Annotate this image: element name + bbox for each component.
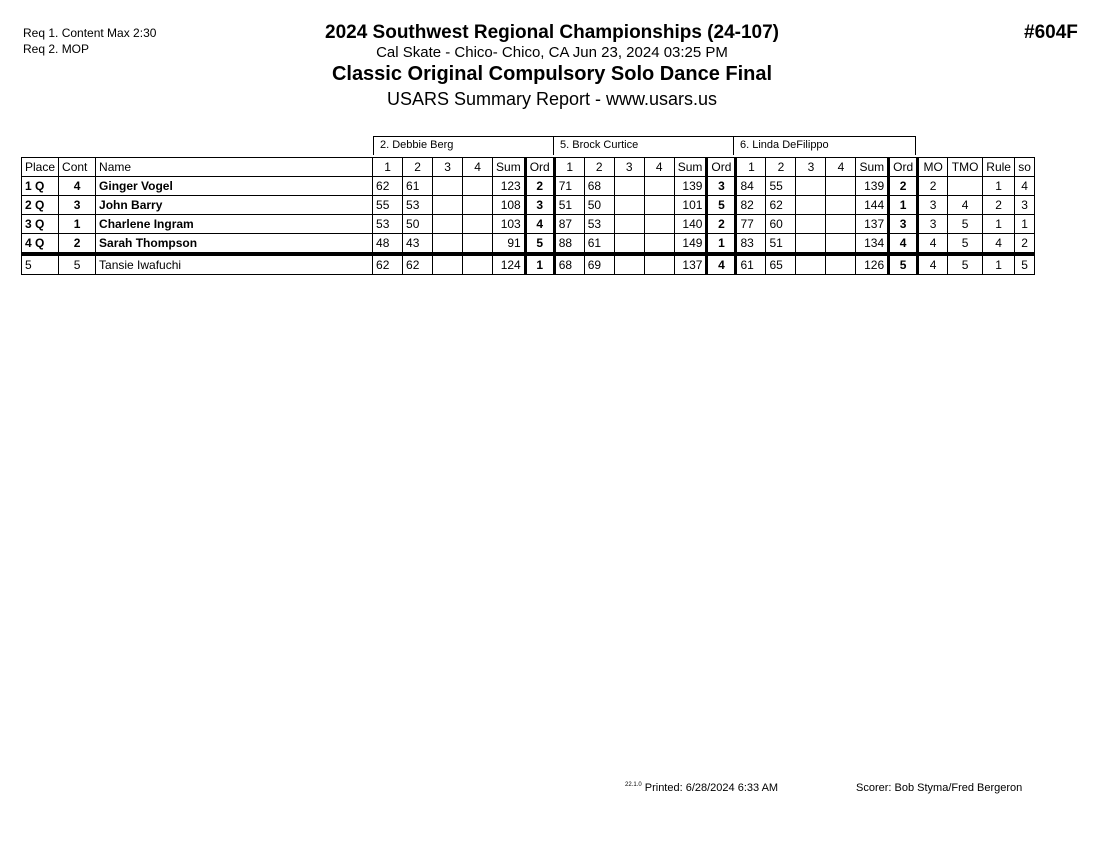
cont-cell: 3 — [59, 196, 96, 215]
sum-cell: 137 — [856, 215, 889, 234]
sum-cell: 91 — [493, 234, 526, 255]
ordinal-cell: 5 — [889, 254, 918, 275]
score-cell: 61 — [736, 254, 766, 275]
so-cell: 1 — [1015, 215, 1035, 234]
score-cell: 77 — [736, 215, 766, 234]
score-cell: 68 — [554, 254, 584, 275]
score-cell — [826, 254, 856, 275]
score-cell — [826, 196, 856, 215]
place-cell: 4 Q — [22, 234, 59, 255]
score-cell: 61 — [584, 234, 614, 255]
mo-cell: 4 — [918, 254, 948, 275]
so-cell: 5 — [1015, 254, 1035, 275]
score-cell — [826, 234, 856, 255]
results-table — [21, 157, 1035, 275]
score-cell — [433, 234, 463, 255]
score-cell — [796, 254, 826, 275]
score-cell: 61 — [403, 177, 433, 196]
sum-cell: 139 — [674, 177, 707, 196]
score-cell: 87 — [554, 215, 584, 234]
place-cell: 3 Q — [22, 215, 59, 234]
score-cell: 62 — [403, 254, 433, 275]
score-cell — [433, 254, 463, 275]
score-cell: 62 — [373, 254, 403, 275]
ordinal-cell: 2 — [525, 177, 554, 196]
tmo-cell: 5 — [948, 234, 983, 255]
col-j2-sum: Sum — [674, 158, 707, 177]
header-row — [22, 158, 1035, 177]
col-j1-sum: Sum — [493, 158, 526, 177]
score-cell — [463, 215, 493, 234]
score-cell: 65 — [766, 254, 796, 275]
ordinal-cell: 1 — [525, 254, 554, 275]
name-cell: Charlene Ingram — [96, 215, 373, 234]
competition-title: 2024 Southwest Regional Championships (24-107) — [325, 22, 779, 43]
rule-cell: 2 — [983, 196, 1015, 215]
col-cont: Cont — [59, 158, 96, 177]
score-cell: 69 — [584, 254, 614, 275]
score-cell: 84 — [736, 177, 766, 196]
mo-cell: 3 — [918, 215, 948, 234]
so-cell: 2 — [1015, 234, 1035, 255]
sum-cell: 101 — [674, 196, 707, 215]
col-j3-1: 1 — [736, 158, 766, 177]
score-cell: 48 — [373, 234, 403, 255]
sum-cell: 124 — [493, 254, 526, 275]
score-cell — [614, 196, 644, 215]
ordinal-cell: 4 — [889, 234, 918, 255]
ordinal-cell: 3 — [707, 177, 736, 196]
table-row — [22, 196, 1035, 215]
col-j2-2: 2 — [584, 158, 614, 177]
mo-cell: 4 — [918, 234, 948, 255]
score-cell — [796, 196, 826, 215]
score-cell: 62 — [766, 196, 796, 215]
rule-cell: 1 — [983, 177, 1015, 196]
score-cell — [614, 215, 644, 234]
col-j2-4: 4 — [644, 158, 674, 177]
score-cell — [433, 196, 463, 215]
col-j2-ord: Ord — [707, 158, 736, 177]
score-cell — [433, 177, 463, 196]
name-cell: Tansie Iwafuchi — [96, 254, 373, 275]
score-cell — [614, 234, 644, 255]
score-cell — [644, 234, 674, 255]
score-cell: 68 — [584, 177, 614, 196]
score-cell — [826, 215, 856, 234]
score-cell: 88 — [554, 234, 584, 255]
score-cell: 53 — [373, 215, 403, 234]
ordinal-cell: 3 — [525, 196, 554, 215]
place-cell: 2 Q — [22, 196, 59, 215]
sum-cell: 144 — [856, 196, 889, 215]
col-j1-4: 4 — [463, 158, 493, 177]
score-cell — [796, 177, 826, 196]
rule-cell: 1 — [983, 215, 1015, 234]
mo-cell: 2 — [918, 177, 948, 196]
col-j3-2: 2 — [766, 158, 796, 177]
score-cell: 83 — [736, 234, 766, 255]
col-tmo: TMO — [948, 158, 983, 177]
score-cell — [826, 177, 856, 196]
name-cell: John Barry — [96, 196, 373, 215]
sum-cell: 149 — [674, 234, 707, 255]
sum-cell: 123 — [493, 177, 526, 196]
score-cell: 82 — [736, 196, 766, 215]
ordinal-cell: 4 — [525, 215, 554, 234]
table-row — [22, 254, 1035, 275]
name-cell: Ginger Vogel — [96, 177, 373, 196]
sum-cell: 140 — [674, 215, 707, 234]
score-cell — [463, 196, 493, 215]
sum-cell: 108 — [493, 196, 526, 215]
cont-cell: 4 — [59, 177, 96, 196]
score-cell: 43 — [403, 234, 433, 255]
sum-cell: 137 — [674, 254, 707, 275]
score-cell: 71 — [554, 177, 584, 196]
cont-cell: 1 — [59, 215, 96, 234]
venue-date: Cal Skate - Chico- Chico, CA Jun 23, 2024 03:25 PM — [376, 44, 728, 61]
col-j3-ord: Ord — [889, 158, 918, 177]
col-rule: Rule — [983, 158, 1015, 177]
score-cell: 50 — [403, 215, 433, 234]
cont-cell: 2 — [59, 234, 96, 255]
col-j1-1: 1 — [373, 158, 403, 177]
score-cell: 53 — [403, 196, 433, 215]
score-cell: 53 — [584, 215, 614, 234]
ordinal-cell: 2 — [889, 177, 918, 196]
col-j3-3: 3 — [796, 158, 826, 177]
sum-cell: 134 — [856, 234, 889, 255]
score-cell: 62 — [373, 177, 403, 196]
score-cell — [463, 254, 493, 275]
scorer-info: Scorer: Bob Styma/Fred Bergeron — [856, 782, 1023, 794]
rule-cell: 1 — [983, 254, 1015, 275]
col-j3-4: 4 — [826, 158, 856, 177]
col-j1-3: 3 — [433, 158, 463, 177]
score-cell: 51 — [554, 196, 584, 215]
sum-cell: 103 — [493, 215, 526, 234]
ordinal-cell: 5 — [707, 196, 736, 215]
score-cell — [614, 254, 644, 275]
judge-header-1: 2. Debbie Berg — [373, 136, 554, 155]
so-cell: 4 — [1015, 177, 1035, 196]
col-j3-sum: Sum — [856, 158, 889, 177]
ordinal-cell: 2 — [707, 215, 736, 234]
score-cell — [796, 215, 826, 234]
score-cell: 50 — [584, 196, 614, 215]
name-cell: Sarah Thompson — [96, 234, 373, 255]
col-name: Name — [96, 158, 373, 177]
tmo-cell: 5 — [948, 215, 983, 234]
printed-info — [625, 782, 778, 794]
score-cell — [433, 215, 463, 234]
score-cell — [796, 234, 826, 255]
requirement-1: Req 1. Content Max 2:30 — [23, 26, 157, 40]
so-cell: 3 — [1015, 196, 1035, 215]
col-j2-1: 1 — [554, 158, 584, 177]
score-cell — [644, 196, 674, 215]
event-name: Classic Original Compulsory Solo Dance Final — [331, 63, 773, 85]
table-row — [22, 215, 1035, 234]
judge-header-3: 6. Linda DeFilippo — [733, 136, 916, 155]
ordinal-cell: 4 — [707, 254, 736, 275]
tmo-cell: 5 — [948, 254, 983, 275]
sum-cell: 126 — [856, 254, 889, 275]
score-cell: 60 — [766, 215, 796, 234]
col-so: so — [1015, 158, 1035, 177]
ordinal-cell: 5 — [525, 234, 554, 255]
cont-cell: 5 — [59, 254, 96, 275]
tmo-cell: 4 — [948, 196, 983, 215]
col-j1-ord: Ord — [525, 158, 554, 177]
report-name: USARS Summary Report - www.usars.us — [386, 89, 718, 109]
printed-date: Printed: 6/28/2024 6:33 AM — [644, 782, 779, 794]
score-cell: 55 — [373, 196, 403, 215]
mo-cell: 3 — [918, 196, 948, 215]
table-row — [22, 177, 1035, 196]
col-j2-3: 3 — [614, 158, 644, 177]
event-number: #604F — [1024, 22, 1078, 43]
col-j1-2: 2 — [403, 158, 433, 177]
score-cell — [644, 177, 674, 196]
place-cell: 5 — [22, 254, 59, 275]
col-mo: MO — [918, 158, 948, 177]
score-cell — [463, 177, 493, 196]
table-row — [22, 234, 1035, 255]
score-cell: 51 — [766, 234, 796, 255]
requirement-2: Req 2. MOP — [23, 42, 90, 56]
col-place: Place — [22, 158, 59, 177]
score-cell — [463, 234, 493, 255]
place-cell: 1 Q — [22, 177, 59, 196]
rule-cell: 4 — [983, 234, 1015, 255]
ordinal-cell: 3 — [889, 215, 918, 234]
judge-header-2: 5. Brock Curtice — [553, 136, 734, 155]
score-cell — [644, 215, 674, 234]
score-cell — [644, 254, 674, 275]
sum-cell: 139 — [856, 177, 889, 196]
tmo-cell — [948, 177, 983, 196]
score-cell — [614, 177, 644, 196]
ordinal-cell: 1 — [707, 234, 736, 255]
version-mark: 22.1.0 — [625, 782, 642, 788]
score-cell: 55 — [766, 177, 796, 196]
ordinal-cell: 1 — [889, 196, 918, 215]
